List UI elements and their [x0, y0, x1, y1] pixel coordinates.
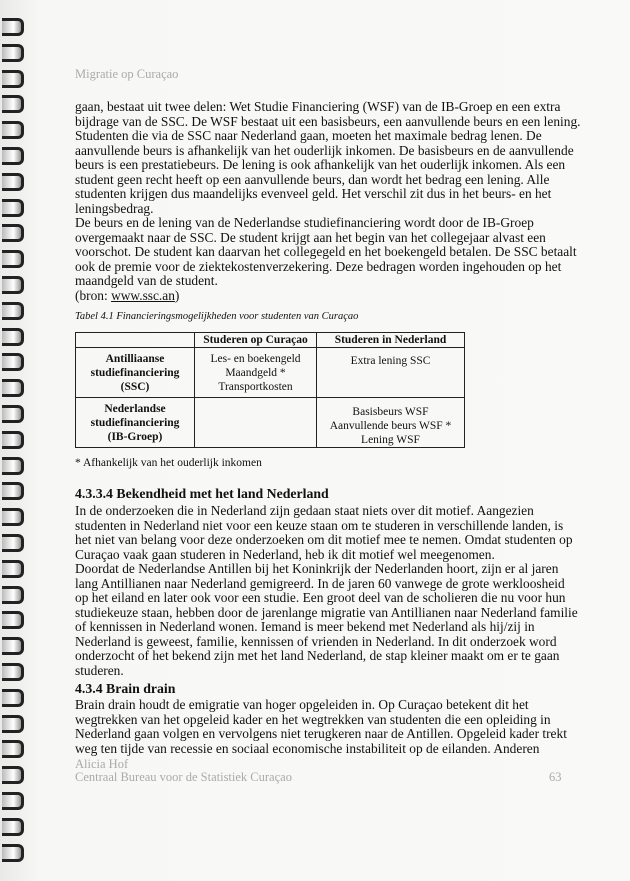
- binding-ring: [2, 689, 24, 707]
- cell-curacao: [195, 348, 317, 398]
- section-heading: 4.3.4 Brain drain: [75, 681, 176, 696]
- text-line: weg ten tijde van recessie en sociaal economische instabiliteit op de eilanden. Anderen: [75, 740, 540, 756]
- text-line: In de onderzoeken die in Nederland zijn gedaan staat niets over dit motief. Aangezien: [75, 503, 534, 518]
- binding-ring: [2, 276, 24, 294]
- text-line: leningsbedrag.: [75, 200, 154, 216]
- row-label: [76, 398, 195, 448]
- binding-ring: [2, 18, 24, 36]
- paragraph-financing: [75, 100, 580, 289]
- binding-ring: [2, 44, 24, 62]
- text-line: studenten in Nederland niet voor een keuze staan om te studeren in verschillende landen, is: [75, 517, 564, 533]
- binding-ring: [2, 508, 24, 526]
- binding-ring: [2, 740, 24, 758]
- table-footnote: * Afhankelijk van het ouderlijk inkomen: [75, 457, 262, 469]
- source-suffix: ): [174, 287, 180, 303]
- page-number: 63: [549, 770, 562, 784]
- binding-ring: [2, 663, 24, 681]
- binding-ring: [2, 766, 24, 784]
- text-line: gaan, bestaat uit twee delen: Wet Studie Financiering (WSF) van de IB-Groep en een extra: [75, 99, 561, 114]
- footer-author: Alicia Hof: [75, 757, 129, 771]
- binding-ring: [2, 431, 24, 449]
- text-line: Maandgeld *: [225, 366, 286, 379]
- binding-ring: [2, 95, 24, 113]
- binding-ring: [2, 534, 24, 552]
- binding-ring: [2, 70, 24, 88]
- text-line: studiefinanciering: [90, 416, 180, 429]
- text-line: Basisbeurs WSF: [352, 405, 429, 418]
- binding-ring: [2, 792, 24, 810]
- paragraph-bekendheid: [75, 504, 578, 678]
- text-line: studenten krijgen dus maandelijks evenveel geld. Het verschil zit dus in het beurs- en het: [75, 186, 552, 201]
- text-line: Doordat de Nederlandse Antillen bij het Koninkrijk der Nederlanden hoort, zijn er al jaren: [75, 561, 559, 576]
- binding-ring: [2, 147, 24, 165]
- cell-nederland: [317, 348, 465, 398]
- text-line: Studenten die via de SSC naar Nederland gaan, moeten het maximale bedrag lenen. De: [75, 128, 542, 143]
- text-line: beurs is een prestatiebeurs. De lening is ook afhankelijk van het ouderlijk inkomen. Als een: [75, 157, 566, 172]
- binding-ring: [2, 250, 24, 268]
- text-line: studiekeuze staan, hebben door de jarenlange migratie van Antillianen naar Nederland familie: [75, 604, 578, 620]
- text-line: overgemaakt naar de SSC. De student krijgt aan het begin van het collegejaar alvast een: [75, 229, 546, 245]
- text-line: bijdrage van de SSC. De WSF bestaat uit een basisbeurs, een aanvullende beurs en een lening.: [75, 113, 581, 129]
- text-line: of kennissen in Nederland wonen. Iemand is meer bekend met Nederland als hij/zij in: [75, 619, 535, 634]
- text-line: Nederland is geweest, familie, kennissen of vrienden in Nederland. In dit onderzoek word: [75, 633, 557, 649]
- source-prefix: (bron:: [75, 287, 112, 303]
- text-line: Antilliaanse: [105, 352, 165, 365]
- text-line: studeren.: [75, 662, 124, 678]
- binding-ring: [2, 379, 24, 397]
- header-empty: [76, 333, 195, 348]
- binding-ring: [2, 637, 24, 655]
- binding-ring: [2, 844, 24, 862]
- text-line: ook de premie voor de ziektekostenverzekering. Deze bedragen worden ingehouden op het: [75, 258, 562, 274]
- table-header-row: [76, 333, 465, 348]
- text-line: Brain drain houdt de emigratie van hoger opgeleiden in. Op Curaçao betekent dit het: [75, 697, 529, 712]
- text-line: voorschot. De student kan daarvan het collegegeld en het boekengeld betalen. De SSC betaalt: [75, 244, 577, 259]
- binding-ring: [2, 405, 24, 423]
- row-label: [76, 348, 195, 398]
- text-line: student geen recht heeft op een aanvullende beurs, dan wordt het bedrag een lening. Alle: [75, 171, 550, 187]
- binding-ring: [2, 353, 24, 371]
- text-line: (SSC): [120, 380, 150, 393]
- paragraph-brain-drain: [75, 698, 567, 756]
- binding-ring: [2, 715, 24, 733]
- binding-ring: [2, 302, 24, 320]
- text-line: studiefinanciering: [90, 366, 180, 379]
- table-caption: Tabel 4.1 Financieringsmogelijkheden voor studenten van Curaçao: [75, 311, 359, 322]
- text-line: op het eiland en later ook voor een studie. Een groot deel van de scholieren die nu voor hun: [75, 590, 566, 605]
- binding-ring: [2, 611, 24, 629]
- text-line: Curaçao vaak gaan studeren in Nederland, heb ik dit motief wel meegenomen.: [75, 546, 495, 562]
- text-line: aanvullende beurs is afhankelijk van het ouderlijk inkomen. De basisbeurs en de aanvullende: [75, 142, 574, 158]
- binding-ring: [2, 328, 24, 346]
- binding-ring: [2, 121, 24, 139]
- cell-curacao: [195, 398, 317, 448]
- binding-ring: [2, 224, 24, 242]
- text-line: wegtrekken van het opgeleid kader en het wegtrekken van studenten die een opleiding in: [75, 711, 551, 727]
- text-line: het niet van belang voor deze onderzoeken om dit motief mee te nemen. Omdat studenten op: [75, 532, 573, 547]
- header-curacao: Studeren op Curaçao: [195, 333, 317, 348]
- text-line: Lening WSF: [361, 433, 420, 446]
- footer-organisation: Centraal Bureau voor de Statistiek Curaçao: [75, 770, 292, 784]
- section-heading: 4.3.3.4 Bekendheid met het land Nederland: [75, 486, 329, 501]
- text-line: Les- en boekengeld: [210, 352, 301, 365]
- binding-ring: [2, 560, 24, 578]
- binding-ring: [2, 818, 24, 836]
- financing-table: [75, 332, 465, 448]
- table-row: [76, 348, 465, 398]
- text-line: Nederlandse: [104, 402, 166, 415]
- binding-ring: [2, 199, 24, 217]
- header-nederland: Studeren in Nederland: [317, 333, 465, 348]
- binding-ring: [2, 482, 24, 500]
- text-line: lang Antillianen naar Nederland gemigreerd. In de jaren 60 vanwege de grote werkloosheid: [75, 575, 565, 591]
- text-line: (IB-Groep): [107, 430, 163, 443]
- text-line: Transportkosten: [218, 380, 293, 393]
- binding-ring: [2, 173, 24, 191]
- text-line: maandgeld van de student.: [75, 273, 218, 288]
- table-row: [76, 398, 465, 448]
- paragraph-financing-with-source: [75, 100, 580, 303]
- text-line: onderzocht of het bekend zijn met het land Nederland, de stap kleiner maakt om er te gaan: [75, 648, 560, 663]
- text-line: Extra lening SSC: [350, 355, 431, 367]
- binding-ring: [2, 586, 24, 604]
- text-line: Aanvullende beurs WSF *: [329, 419, 452, 432]
- spiral-binding: [0, 18, 30, 868]
- source-line: [75, 289, 580, 304]
- cell-nederland: [317, 398, 465, 448]
- binding-ring: [2, 457, 24, 475]
- text-line: Nederland gaan volgen en vervolgens niet terugkeren naar de Antillen. Opgeleid kader trekt: [75, 726, 567, 741]
- source-link[interactable]: www.ssc.an: [111, 287, 175, 303]
- text-line: De beurs en de lening van de Nederlandse studiefinanciering wordt door de IB-Groep: [75, 215, 534, 230]
- running-head: Migratie op Curaçao: [75, 67, 179, 81]
